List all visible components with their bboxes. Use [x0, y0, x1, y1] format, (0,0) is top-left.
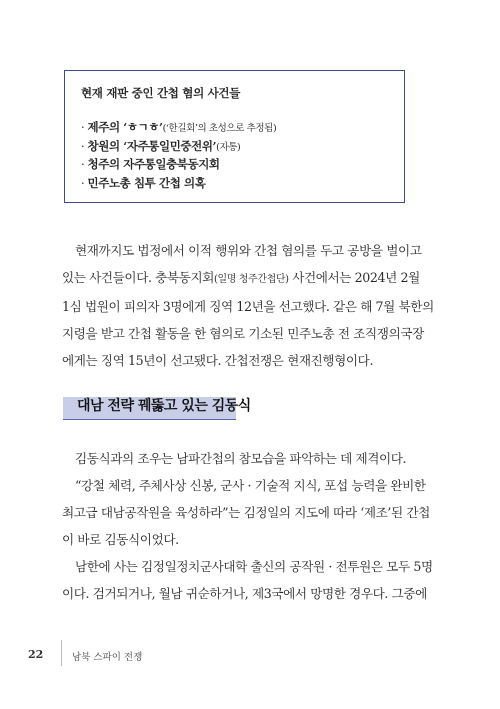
list-item	[81, 156, 390, 175]
paragraph-2	[62, 445, 438, 607]
text-line	[62, 264, 438, 293]
info-box	[64, 70, 405, 203]
text-line: “강철 체력, 주체사상 신봉, 군사 · 기술적 지식, 포섭 능력을 완비한	[75, 478, 426, 493]
text-line: 남한에 사는 김정일정치군사대학 출신의 공작원 · 전투원은 모두 5명	[75, 559, 433, 574]
paragraph-1	[62, 237, 438, 374]
text-line: 이 바로 김동식이었다.	[62, 532, 179, 547]
case-note: (자통)	[216, 141, 241, 153]
case-name: 창원의 ‘자주통일민중전위’	[87, 138, 217, 153]
list-item	[81, 119, 390, 138]
text-line: 이다. 검거되거나, 월남 귀순하거나, 제3국에서 망명한 경우다. 그중에	[62, 586, 427, 601]
page-number: 22	[28, 648, 44, 661]
text-line: 에게는 징역 15년이 선고됐다. 간첩전쟁은 현재진행형이다.	[62, 353, 374, 368]
bullet: ·	[81, 120, 85, 134]
list-item	[81, 175, 390, 194]
text-span: 있는 사건들이다. 충북동지회	[62, 270, 214, 285]
section-heading	[63, 393, 251, 420]
case-note: (‘한길회’의 초성으로 추정됨)	[162, 123, 277, 134]
bullet: ·	[81, 138, 85, 153]
case-name: 제주의 ‘ㅎㄱㅎ’	[87, 120, 163, 134]
text-note: (일명 청주간첩단)	[214, 274, 289, 285]
text-line: 1심 법원이 피의자 3명에게 징역 12년을 선고했다. 같은 해 7월 북한의	[62, 299, 434, 314]
case-name: 민주노총 침투 간첩 의혹	[87, 175, 206, 190]
running-title: 남북 스파이 전쟁	[72, 652, 143, 663]
text-line: 지령을 받고 간첩 활동을 한 혐의로 기소된 민주노총 전 조직쟁의국장	[62, 326, 424, 341]
info-box-title: 현재 재판 중인 간첩 혐의 사건들	[81, 86, 241, 100]
case-name: 청주의 자주통일충북동지회	[87, 157, 220, 171]
text-line: 최고급 대남공작원을 육성하라”는 김정일의 지도에 따라 ‘제조’된 간첩	[62, 505, 430, 520]
footer-divider	[61, 640, 62, 666]
text-line: 김동식과의 조우는 남파간첩의 참모습을 파악하는 데 제격이다.	[75, 451, 407, 466]
text-line: 현재까지도 법정에서 이적 행위와 간첩 혐의를 두고 공방을 벌이고	[75, 243, 422, 258]
text-span: 사건에서는 2024년 2월	[288, 270, 420, 285]
bullet: ·	[81, 175, 85, 190]
bullet: ·	[81, 157, 85, 171]
heading-text: 대남 전략 꿰뚫고 있는 김동식	[77, 398, 251, 414]
list-item	[81, 138, 390, 157]
case-list	[81, 119, 390, 193]
